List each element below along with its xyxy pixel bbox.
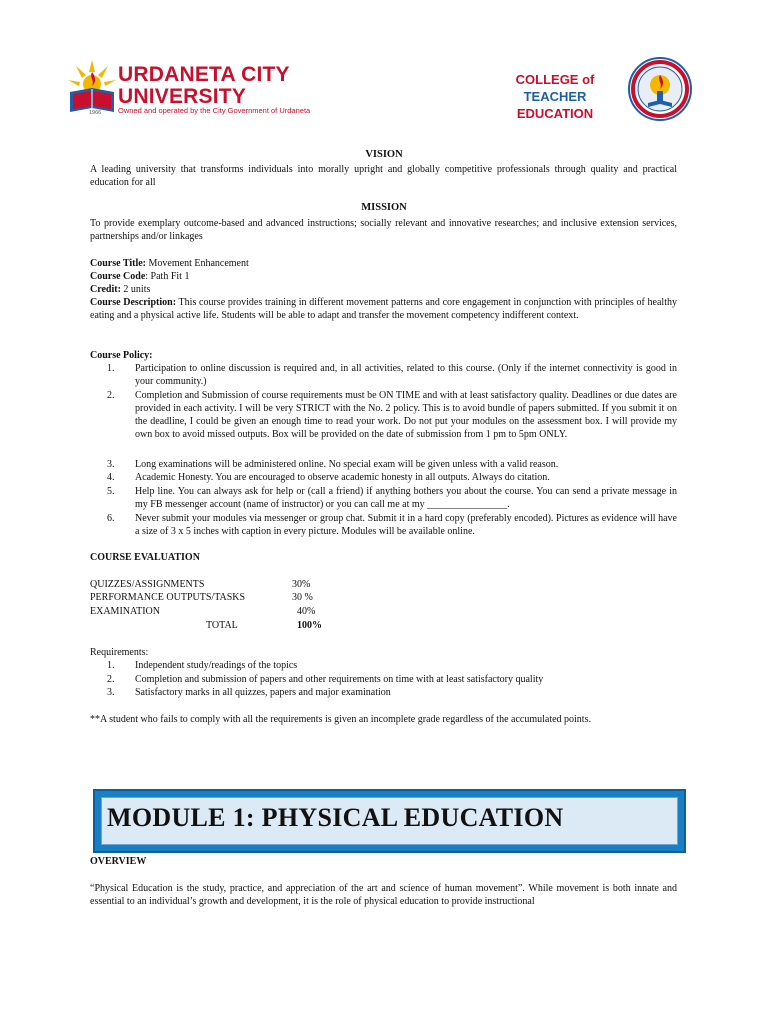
college-seal [628,57,692,121]
requirement-number: 2. [107,674,115,685]
evaluation-value: 40% [297,606,316,617]
evaluation-value: 30 % [292,592,313,603]
policy-number: 1. [107,363,115,374]
evaluation-label: QUIZZES/ASSIGNMENTS [90,579,205,590]
evaluation-label: PERFORMANCE OUTPUTS/TASKS [90,592,246,603]
requirement-number: 1. [107,660,115,671]
course-title-value: Movement Enhancement [146,258,249,269]
course-code-label: Course Code [90,271,146,282]
evaluation-value: 30% [292,579,311,590]
policy-number: 3. [107,459,115,470]
course-code-line [90,270,189,283]
university-logo [64,58,120,116]
policy-number: 6. [107,513,115,524]
evaluation-label: EXAMINATION [90,606,160,617]
evaluation-heading: COURSE EVALUATION [90,552,200,563]
college-name [490,71,620,122]
college-name-teacher: TEACHER [523,89,587,104]
policy-item: Participation to online discussion is required and, in all activities, related to this course. (Only if the internet connectivity is good in your community.) [135,363,677,387]
requirement-item: Independent study/readings of the topics [135,660,298,671]
course-description [90,296,677,322]
requirement-item: Satisfactory marks in all quizzes, papers and major examination [135,687,391,698]
policy-item: Long examinations will be administered online. No special exam will be given unless with a valid reason. [135,459,559,470]
policy-item: Academic Honesty. You are encouraged to observe academic honesty in all outputs. Always do citation. [135,472,550,483]
policy-item: Help line. You can always ask for help or (call a friend) if anything bothers you about the course. You can send a private message in my FB messenger account (name of instructor) or you can call me at my ________________. [135,486,677,510]
university-name-line1: URDANETA CITY [118,63,290,86]
mission-heading: MISSION [361,202,407,213]
course-description-value: This course provides training in different movement patterns and core engagement in conjunction with principles of healthy eating and a physical active life. Students will be able to adapt and transfer the movement competency indifferent context. [90,297,677,321]
mission-text: To provide exemplary outcome-based and advanced instructions; socially relevant and innovative researches; and inclusive extension services, partnerships and/or linkages [90,218,677,242]
course-title-line [90,257,249,270]
policy-heading: Course Policy: [90,350,153,361]
policy-number: 2. [107,390,115,401]
requirements-heading: Requirements: [90,647,149,658]
requirement-number: 3. [107,687,115,698]
vision-heading: VISION [365,149,403,160]
evaluation-total-value: 100% [297,620,322,631]
policy-item: Completion and Submission of course requirements must be ON TIME and with at least satisfactory quality. Deadlines or due dates are provided in each activity. I will be very STRICT with the No. 2 policy. This is to avoid bundle of papers submitted. If you submit it on the deadline, I could be given an enough time to read your work. Do not put your modules on the assessment box. I will provide my own box to avoid missed outputs. Box will be provided on the date of submission from 1 pm to 5pm ONLY. [135,390,677,440]
logo-year: 1966 [89,110,102,116]
vision-text: A leading university that transforms individuals into morally upright and globally competitive professionals through quality and practical education for all [90,164,677,188]
college-name-education: EDUCATION [516,106,594,121]
course-credit-line [90,283,150,296]
module-banner [93,789,686,853]
course-credit-value: 2 units [120,284,151,295]
university-name [118,64,290,108]
policy-number: 5. [107,486,115,497]
requirements-note: **A student who fails to comply with all the requirements is given an incomplete grade regardless of the accumulated points. [90,714,591,725]
policy-item: Never submit your modules via messenger or group chat. Submit it in a hard copy (preferably encoded). Pictures as evidence will have a size of 3 x 5 inches with caption in every picture. Modules will be available online. [135,513,677,537]
overview-text: “Physical Education is the study, practice, and appreciation of the art and science of human movement”. While movement is both innate and essential to an individual’s growth and development, it is the role of physical education to provide instructional [90,883,677,907]
university-tagline: Owned and operated by the City Government of Urdaneta [118,106,311,115]
college-name-line2 [490,88,620,122]
policy-number: 4. [107,472,115,483]
requirement-item: Completion and submission of papers and other requirements on time with at least satisfactory quality [135,674,544,685]
course-code-value: : Path Fit 1 [145,271,190,282]
university-name-line2: UNIVERSITY [118,85,247,108]
course-description-label: Course Description: [90,297,177,308]
course-title-label: Course Title: [90,258,147,269]
module-title: MODULE 1: PHYSICAL EDUCATION [107,803,564,832]
college-name-line1: COLLEGE of [515,72,595,87]
evaluation-total-label: TOTAL [206,620,238,631]
course-credit-label: Credit: [90,284,121,295]
overview-heading: OVERVIEW [90,856,147,867]
